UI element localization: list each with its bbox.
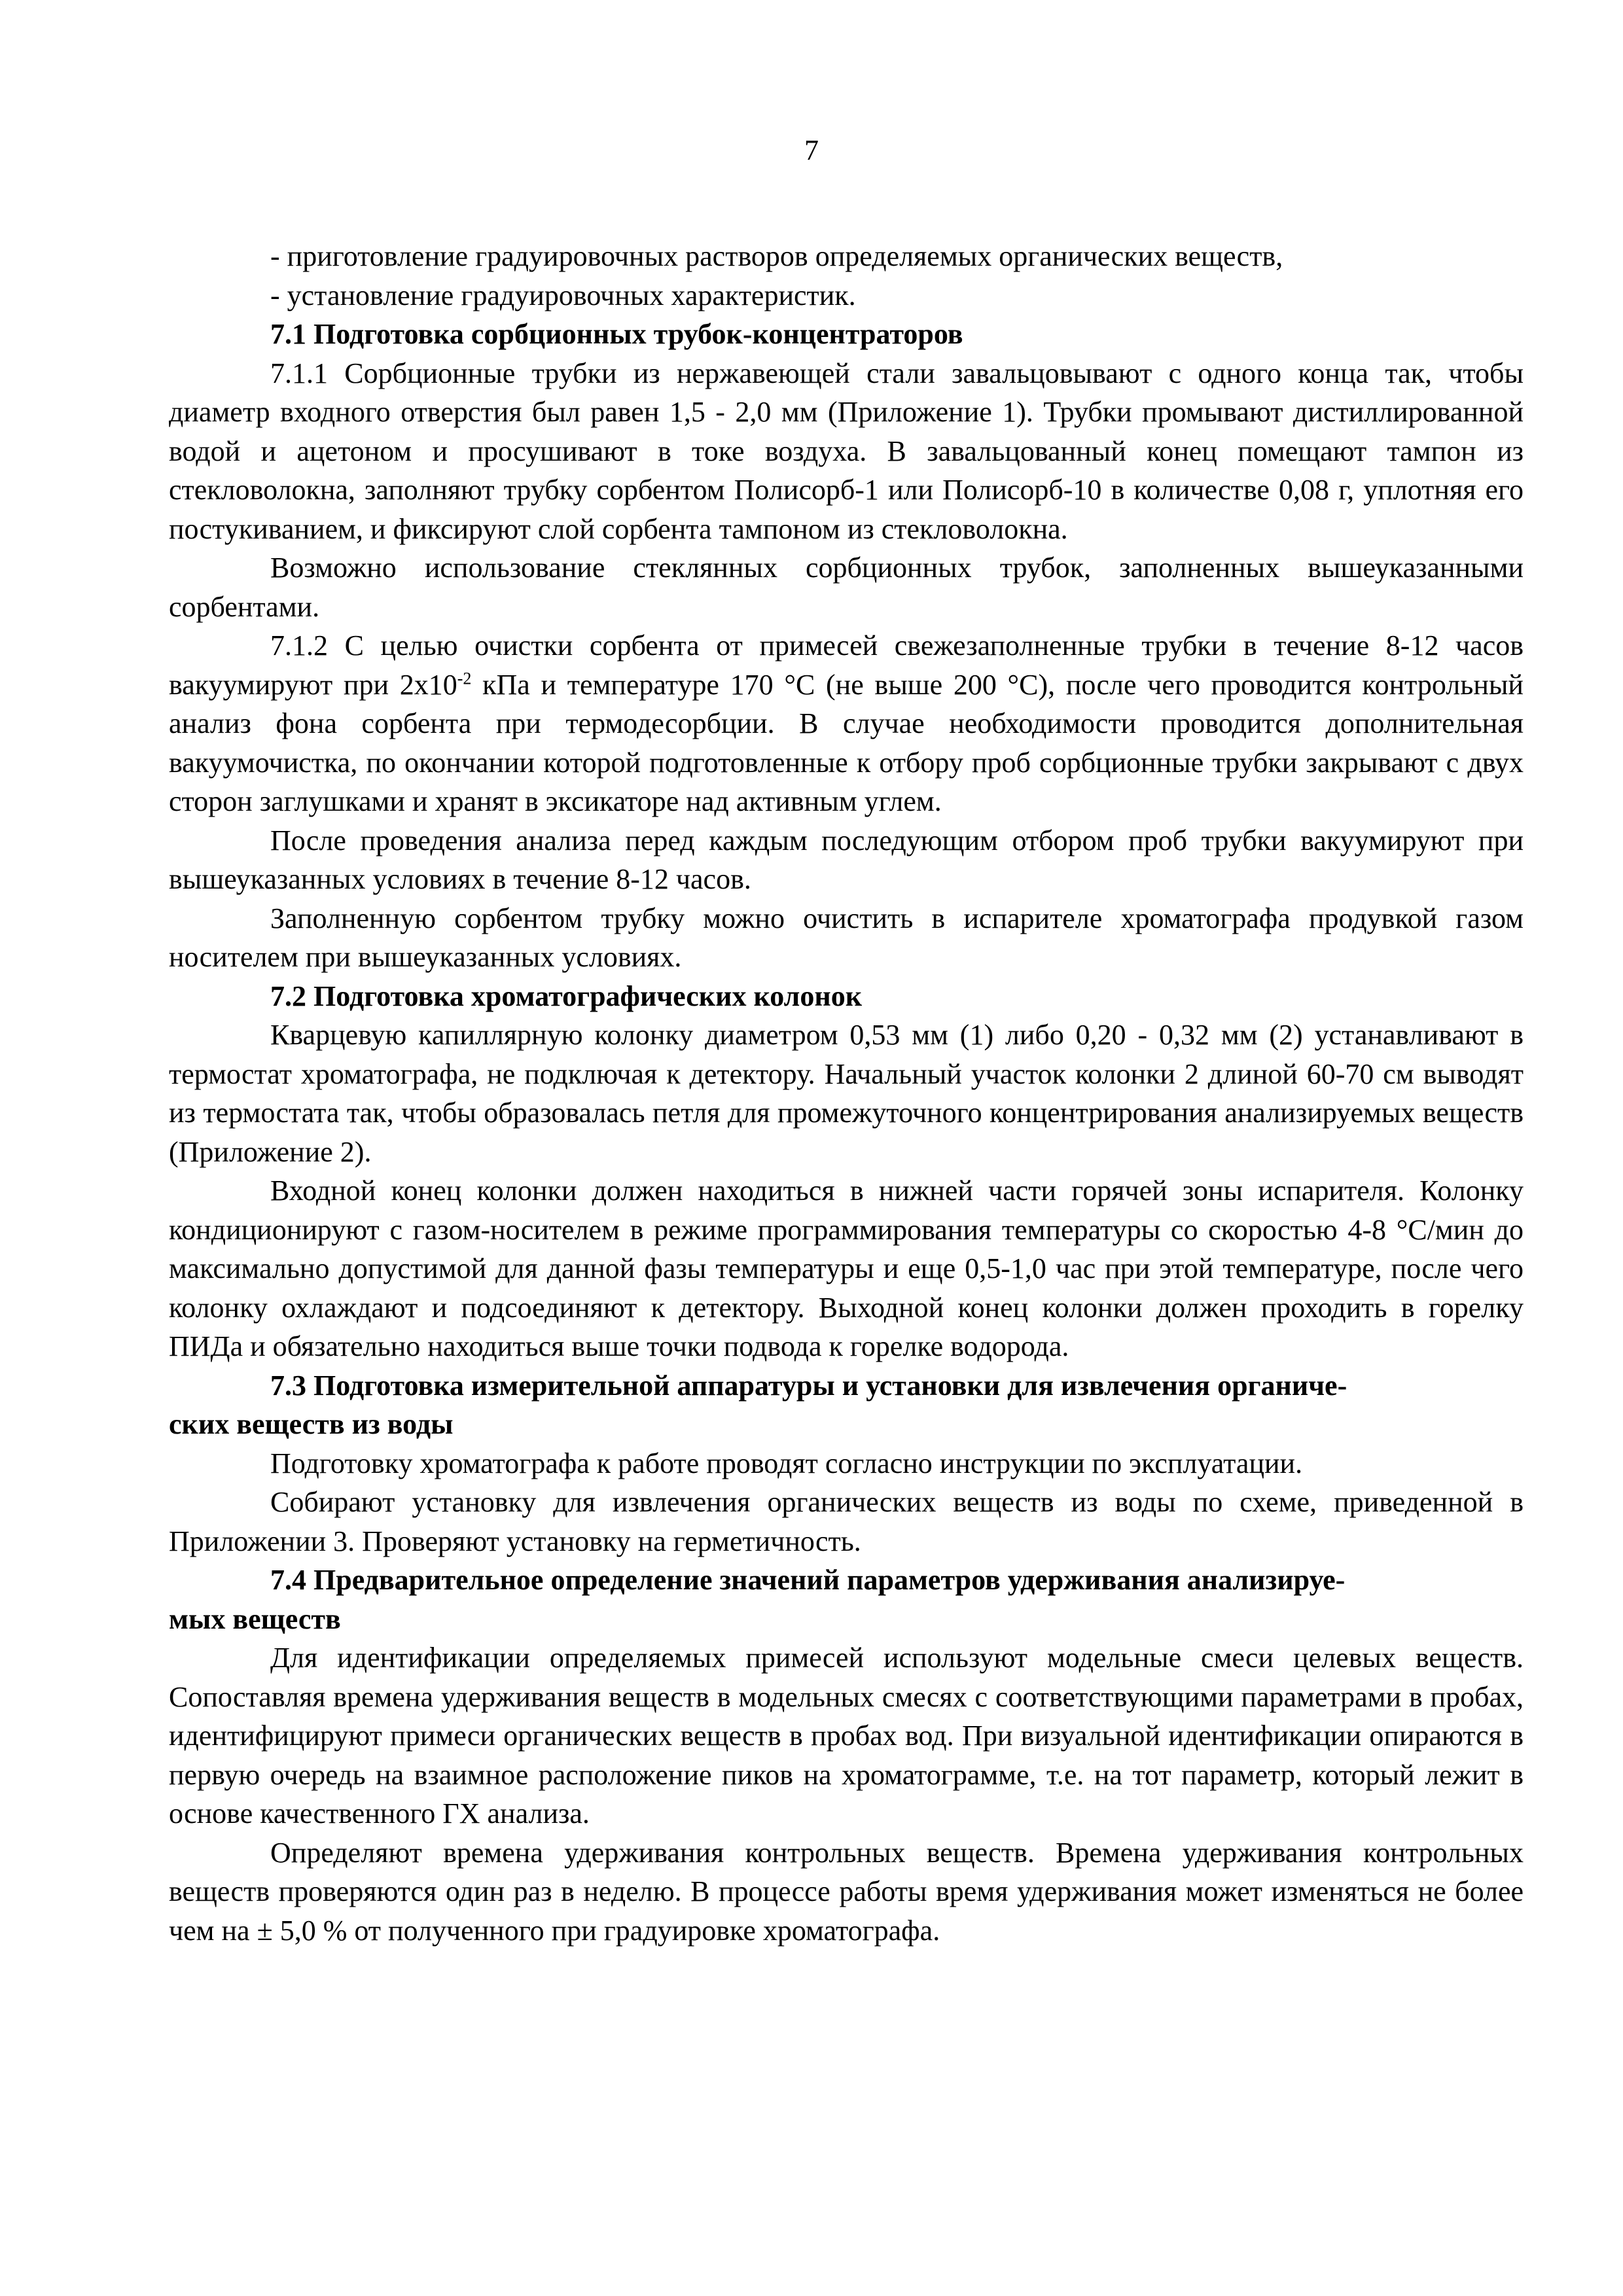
paragraph: Кварцевую капиллярную колонку диаметром 0,53 мм (1) либо 0,20 - 0,32 мм (2) устанавливают в термостат хроматографа, не подключая к детектору. Начальный участок колонки 2 длиной 60-70 см выводят из термостата так, чтобы образовалась петля для промежуточного концентрирования анализируемых веществ (Приложение 2). — [169, 1019, 1524, 1168]
section-heading-7-2: 7.2 Подготовка хроматографических колонок — [270, 980, 863, 1012]
paragraph: Заполненную сорбентом трубку можно очистить в испарителе хроматографа продувкой газом носителем при вышеуказанных условиях. — [169, 902, 1524, 973]
paragraph: Возможно использование стеклянных сорбционных трубок, заполненных вышеуказанными сорбентами. — [169, 552, 1524, 623]
exponent: -2 — [457, 668, 472, 688]
paragraph: Для идентификации определяемых примесей используют модельные смеси целевых веществ. Сопоставляя времена удерживания веществ в модельных смесях с соответствующими параметрами в пробах, идентифицируют примеси органических веществ в пробах вод. При визуальной идентификации опираются в первую очередь на взаимное расположение пиков на хроматограмме, т.е. на тот параметр, который лежит в основе качественного ГХ анализа. — [169, 1642, 1524, 1829]
paragraph-7-1-2 — [169, 626, 1524, 821]
list-item: - приготовление градуировочных растворов определяемых органических веществ, — [270, 240, 1283, 272]
paragraph-7-1-1: 7.1.1 Сорбционные трубки из нержавеющей стали завальцовывают с одного конца так, чтобы диаметр входного отверстия был равен 1,5 - 2,0 мм (Приложение 1). Трубки промывают дистиллированной водой и ацетоном и просушивают в токе воздуха. В завальцованный конец помещают тампон из стекловолокна, заполняют трубку сорбентом Полисорб-1 или Полисорб-10 в количестве 0,08 г, уплотняя его постукиванием, и фиксируют слой сорбента тампоном из стекловолокна. — [169, 357, 1524, 545]
paragraph: Определяют времена удерживания контрольных веществ. Времена удерживания контрольных веществ проверяются один раз в неделю. В процессе работы время удерживания может изменяться не более чем на ± 5,0 % от полученного при градуировке хроматографа. — [169, 1836, 1524, 1947]
section-heading-7-3: 7.3 Подготовка измерительной аппаратуры и установки для извлечения органиче- — [270, 1369, 1347, 1402]
page-body — [169, 237, 1524, 1950]
list-item: - установление градуировочных характеристик. — [270, 279, 856, 311]
section-heading-7-3-continued: ских веществ из воды — [169, 1408, 454, 1440]
paragraph: Собирают установку для извлечения органических веществ из воды по схеме, приведенной в Приложении 3. Проверяют установку на герметичность. — [169, 1486, 1524, 1557]
page-number: 7 — [804, 134, 819, 166]
section-heading-7-1: 7.1 Подготовка сорбционных трубок-концентраторов — [270, 318, 963, 350]
paragraph: После проведения анализа перед каждым последующим отбором проб трубки вакуумируют при вышеуказанных условиях в течение 8-12 часов. — [169, 824, 1524, 895]
paragraph: Подготовку хроматографа к работе проводят согласно инструкции по эксплуатации. — [270, 1447, 1303, 1479]
paragraph-text: 7.1.2 С целью очистки сорбента от примесей свежезаполненные трубки в течение 8-12 часов вакуумируют при 2х10 — [169, 629, 1524, 701]
paragraph-text: кПа и температуре 170 °С (не выше 200 °С), после чего проводится контрольный анализ фона сорбента при термодесорбции. В случае необходимости проводится дополнительная вакуумочистка, по окончании которой подготовленные к отбору проб сорбционные трубки закрывают с двух сторон заглушками и хранят в эксикаторе над активным углем. — [169, 668, 1524, 817]
paragraph: Входной конец колонки должен находиться в нижней части горячей зоны испарителя. Колонку кондиционируют с газом-носителем в режиме программирования температуры со скоростью 4-8 °С/мин до максимально допустимой для данной фазы температуры и еще 0,5-1,0 час при этой температуре, после чего колонку охлаждают и подсоединяют к детектору. Выходной конец колонки должен проходить в горелку ПИДа и обязательно находиться выше точки подвода к горелке водорода. — [169, 1174, 1524, 1362]
section-heading-7-4-continued: мых веществ — [169, 1602, 341, 1635]
section-heading-7-4: 7.4 Предварительное определение значений параметров удерживания анализируе- — [270, 1564, 1346, 1596]
